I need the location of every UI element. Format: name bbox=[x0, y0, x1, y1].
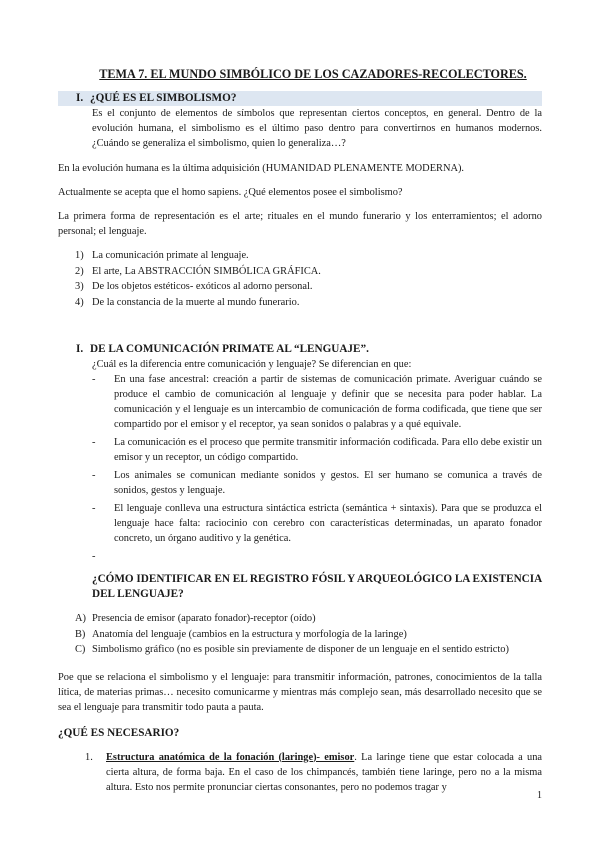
paragraph: La primera forma de representación es el arte; rituales en el mundo funerario y los enterramientos; el adorno personal; el lenguaje. bbox=[58, 211, 542, 237]
list-item: 1) La comunicación primate al lenguaje. bbox=[75, 250, 249, 261]
section-number: I. bbox=[76, 92, 84, 104]
subsection-heading-necesario: ¿QUÉ ES NECESARIO? bbox=[58, 726, 180, 739]
document-title: TEMA 7. EL MUNDO SIMBÓLICO DE LOS CAZADORES-RECOLECTORES. bbox=[99, 67, 527, 81]
list-item: A) Presencia de emisor (aparato fonador)-receptor (oído) bbox=[75, 613, 316, 624]
list-item: B) Anatomía del lenguaje (cambios en la estructura y morfología de la laringe) bbox=[75, 628, 407, 640]
list-item: C) Simbolismo gráfico (no es posible sin previamente de disponer de un lenguaje en el sentido estricto) bbox=[75, 644, 509, 655]
document-page bbox=[58, 66, 542, 795]
list-item-empty: - bbox=[92, 551, 96, 562]
section-intro-paragraph: Es el conjunto de elementos de símbolos que representan ciertos conceptos, en general. Dentro de la evolución humana, el simbolismo es el último paso dentro para convertirnos en humanos modernos. ¿Cuándo se generaliza el simbolismo, quien lo generaliza…? bbox=[92, 108, 542, 149]
paragraph: Actualmente se acepta que el homo sapiens. ¿Qué elementos posee el simbolismo? bbox=[58, 187, 403, 198]
bold-term: Estructura anatómica de la fonación (laringe)- emisor bbox=[106, 751, 355, 763]
paragraph: Poe que se relaciona el simbolismo y el lenguaje: para transmitir información, patrones, conocimientos de la talla lítica, de materias primas… necesito comunicarme y mientras más complejo sean, más desarrollado necesito que se sea el lenguaje para transmitir todo pauta a pauta. bbox=[58, 671, 542, 713]
list-item: 1. Estructura anatómica de la fonación (laringe)- emisor. La laringe tiene que estar colocada a una cierta altura, de forma baja. En el caso de los chimpancés, también tiene laringe, pero no a la misma altura. Esto nos permite pronunciar ciertas consonantes, pero no podemos tragar y bbox=[85, 751, 543, 793]
lettered-list bbox=[58, 611, 542, 658]
paragraph: En la evolución humana es la última adquisición (HUMANIDAD PLENAMENTE MODERNA). bbox=[58, 163, 465, 174]
numbered-list bbox=[58, 248, 542, 310]
list-item: - En una fase ancestral: creación a partir de sistemas de comunicación primate. Averiguar cuándo se produce el cambio de comunicación al lenguaje y definir que se necesita para poder hablar. La comunicación y el lenguaje es un intercambio de comunicación de forma codificada, que tiene que ser compartido por el emisor y el receptor, ya sean sonidos o palabras y a qué equivale. bbox=[92, 374, 542, 430]
section-heading-text: ¿QUÉ ES EL SIMBOLISMO? bbox=[90, 92, 237, 104]
list-item: 2) El arte, La ABSTRACCIÓN SIMBÓLICA GRÁFICA. bbox=[75, 265, 321, 277]
subsection-heading-registro: ¿CÓMO IDENTIFICAR EN EL REGISTRO FÓSIL Y ARQUEOLÓGICO LA EXISTENCIA DEL LENGUAJE? bbox=[92, 573, 542, 600]
page-number: 1 bbox=[537, 790, 542, 801]
section-intro-paragraph: ¿Cuál es la diferencia entre comunicación y lenguaje? Se diferencian en que: bbox=[92, 359, 412, 370]
list-item: - Los animales se comunican mediante sonidos y gestos. El ser humano se comunica a través de sonidos, gestos y lenguaje. bbox=[92, 470, 542, 496]
list-item: 4) De la constancia de la muerte al mundo funerario. bbox=[75, 296, 300, 308]
list-item: 3) De los objetos estéticos- exóticos al adorno personal. bbox=[75, 281, 313, 292]
section-heading-comunicacion: I. DE LA COMUNICACIÓN PRIMATE AL “LENGUAJE”. bbox=[76, 343, 369, 355]
list-item: - El lenguaje conlleva una estructura sintáctica estricta (semántica + sintaxis). Para que se produzca el lenguaje hace falta: raciocinio con cerebro con características determinadas, un aparato fonador concreto, un órgano auditivo y la genética. bbox=[92, 503, 542, 544]
section-heading-text: DE LA COMUNICACIÓN PRIMATE AL “LENGUAJE”. bbox=[90, 343, 369, 355]
list-item: - La comunicación es el proceso que permite transmitir información codificada. Para ello debe existir un emisor y un receptor, un código compartido. bbox=[92, 437, 542, 463]
section-heading-simbolismo bbox=[58, 91, 542, 106]
dash-list bbox=[58, 372, 542, 564]
